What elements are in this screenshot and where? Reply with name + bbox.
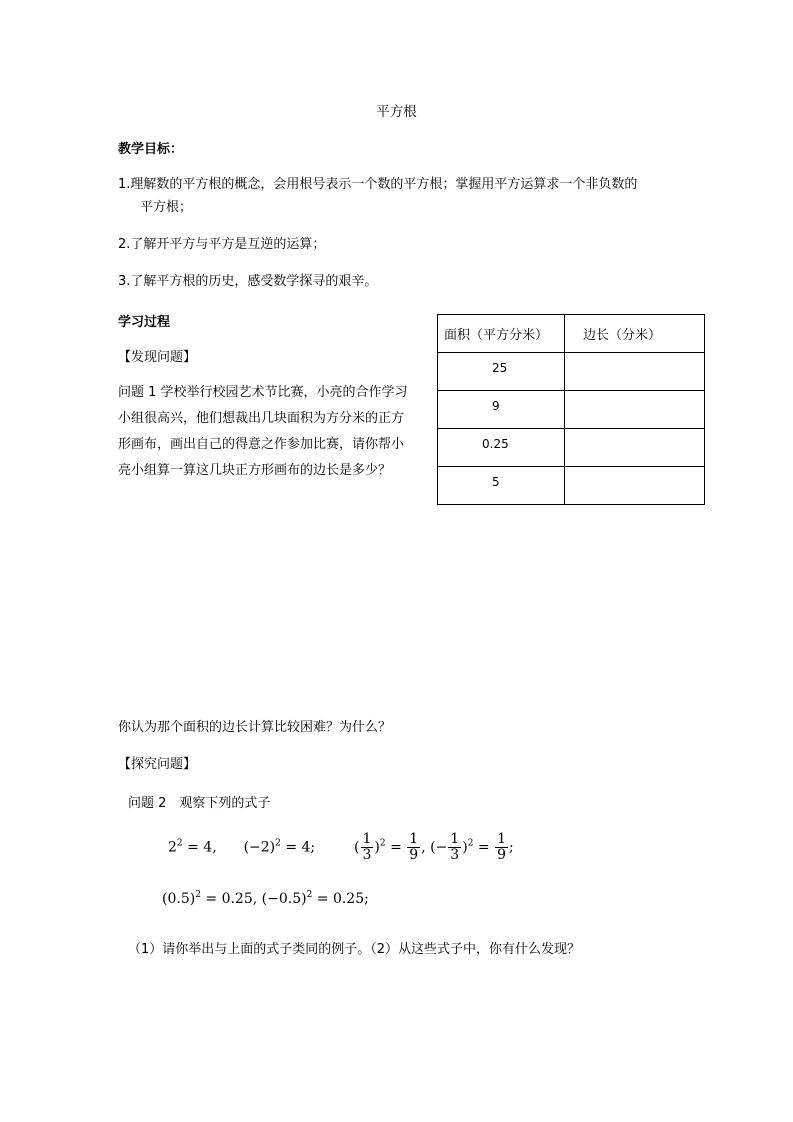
- expr-exp: 2: [176, 838, 183, 849]
- expr-result: = 0.25;: [316, 891, 369, 907]
- denominator: 3: [450, 847, 460, 863]
- expr-exp: 2: [467, 838, 474, 849]
- problem-1-line: 亮小组算一算这几块正方形画布的边长是多少？: [118, 463, 392, 478]
- table-row: [438, 429, 705, 467]
- numerator: 1: [450, 831, 460, 847]
- numerator: 1: [497, 831, 506, 847]
- goal-1: 1.理解数的平方根的概念，会用根号表示一个数的平方根；掌握用平方运算求一个非负数的: [118, 177, 638, 192]
- fraction: [407, 832, 420, 863]
- fraction: [448, 832, 461, 863]
- expr-exp: 2: [275, 838, 281, 849]
- expr-exp: 2: [306, 890, 313, 900]
- paren: (−: [430, 839, 448, 856]
- problem-2: 问题 2 观察下列的式子: [128, 796, 271, 811]
- numerator: 1: [409, 831, 419, 847]
- expr-result: = 4;: [285, 839, 316, 856]
- formula-line-1: [168, 832, 514, 863]
- difficulty-question: 你认为那个面积的边长计算比较困难？为什么？: [118, 720, 392, 735]
- expr-result: = 0.25,: [205, 891, 258, 907]
- goals-heading: 教学目标：: [118, 142, 184, 157]
- expr-base: (0.5): [162, 891, 196, 907]
- area-value: 9: [438, 391, 565, 429]
- expr-result: = 4,: [187, 839, 217, 856]
- goal-2: 2.了解开平方与平方是互逆的运算；: [118, 237, 326, 252]
- separator: ;: [508, 839, 514, 856]
- fraction: [361, 832, 374, 863]
- paren: (: [354, 839, 360, 856]
- side-value: [565, 467, 705, 505]
- page-title: 平方根: [376, 104, 417, 120]
- table-row: [438, 467, 705, 505]
- side-value: [565, 391, 705, 429]
- separator: ,: [421, 839, 426, 856]
- header-side: 边长（分米）: [565, 315, 705, 353]
- header-area: 面积（平方分米）: [438, 315, 565, 353]
- area-table: [437, 314, 705, 505]
- problem-1: [118, 380, 426, 484]
- process-heading: 学习过程: [118, 315, 171, 330]
- numerator: 1: [362, 831, 372, 847]
- problem-1-line: 小组很高兴，他们想裁出几块面积为方分米的正方: [118, 411, 405, 426]
- table-row: [438, 391, 705, 429]
- discover-heading: 【发现问题】: [118, 350, 197, 365]
- equals: =: [477, 839, 490, 856]
- denominator: 9: [497, 847, 506, 863]
- formula-line-2: [162, 890, 369, 907]
- expr-base: (−2): [243, 839, 276, 856]
- expr-base: 2: [168, 839, 177, 856]
- paren: ): [462, 839, 468, 856]
- table-header-row: [438, 315, 705, 353]
- denominator: 3: [362, 847, 372, 863]
- area-value: 25: [438, 353, 565, 391]
- expr-exp: 2: [379, 838, 386, 849]
- expr-exp: 2: [195, 890, 201, 900]
- side-value: [565, 429, 705, 467]
- goal-1-cont: 平方根；: [140, 200, 193, 215]
- problem-1-line: 问题 1 学校举行校园艺术节比赛，小亮的合作学习: [118, 385, 408, 400]
- paren: ): [374, 839, 380, 856]
- side-value: [565, 353, 705, 391]
- fraction: [495, 832, 508, 863]
- denominator: 9: [409, 847, 419, 863]
- area-value: 5: [438, 467, 565, 505]
- area-value: 0.25: [438, 429, 565, 467]
- expr-base: (−0.5): [261, 891, 307, 907]
- problem-1-line: 形画布，画出自己的得意之作参加比赛，请你帮小: [118, 437, 405, 452]
- table-row: [438, 353, 705, 391]
- equals: =: [390, 839, 402, 856]
- explore-heading: 【探究问题】: [118, 757, 197, 772]
- tasks: （1）请你举出与上面的式子类同的例子。（2）从这些式子中，你有什么发现？: [128, 942, 581, 957]
- goal-3: 3.了解平方根的历史，感受数学探寻的艰辛。: [118, 274, 378, 289]
